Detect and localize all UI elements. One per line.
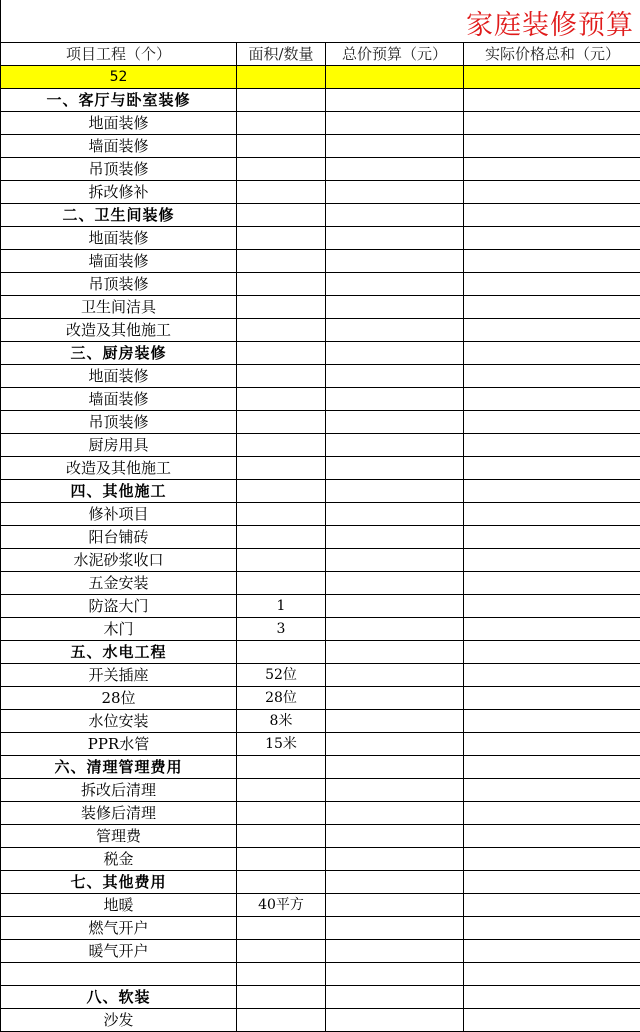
header-budget[interactable]: 总价预算（元） [326, 43, 464, 66]
name-cell[interactable]: 水泥砂浆收口 [1, 549, 237, 572]
quantity-cell[interactable] [237, 756, 326, 779]
quantity-cell[interactable] [237, 112, 326, 135]
item-row [1, 457, 640, 480]
name-cell[interactable]: 八、软装 [1, 986, 237, 1009]
actual-cell[interactable] [464, 503, 640, 526]
actual-cell[interactable] [464, 986, 640, 1009]
actual-cell[interactable] [464, 664, 640, 687]
quantity-cell[interactable] [237, 503, 326, 526]
name-cell[interactable]: 修补项目 [1, 503, 237, 526]
quantity-cell[interactable] [237, 273, 326, 296]
budget-cell[interactable] [326, 549, 464, 572]
sheet-title: 家庭装修预算 [466, 3, 634, 42]
actual-cell[interactable] [464, 388, 640, 411]
budget-cell[interactable] [326, 388, 464, 411]
budget-cell[interactable] [326, 848, 464, 871]
total-row [1, 66, 640, 89]
quantity-cell[interactable] [237, 1009, 326, 1032]
actual-cell[interactable] [464, 687, 640, 710]
actual-cell[interactable] [464, 894, 640, 917]
item-row [1, 940, 640, 963]
quantity-cell[interactable] [237, 802, 326, 825]
actual-cell[interactable] [464, 595, 640, 618]
budget-cell[interactable] [326, 1009, 464, 1032]
quantity-cell[interactable] [237, 411, 326, 434]
item-row [1, 135, 640, 158]
quantity-cell[interactable] [237, 388, 326, 411]
quantity-cell[interactable] [237, 342, 326, 365]
name-cell[interactable]: 吊顶装修 [1, 411, 237, 434]
quantity-cell[interactable]: 8米 [237, 710, 326, 733]
actual-cell[interactable] [464, 802, 640, 825]
item-row [1, 733, 640, 756]
budget-cell[interactable] [326, 526, 464, 549]
quantity-cell[interactable] [237, 319, 326, 342]
quantity-cell[interactable]: 1 [237, 595, 326, 618]
budget-cell[interactable] [326, 641, 464, 664]
name-cell[interactable]: 改造及其他施工 [1, 457, 237, 480]
item-row [1, 319, 640, 342]
budget-cell[interactable] [326, 411, 464, 434]
item-row [1, 572, 640, 595]
name-cell[interactable]: 厨房用具 [1, 434, 237, 457]
name-cell[interactable]: 装修后清理 [1, 802, 237, 825]
name-cell[interactable]: 一、客厅与卧室装修 [1, 89, 237, 112]
actual-cell[interactable] [464, 710, 640, 733]
quantity-cell[interactable] [237, 848, 326, 871]
item-row [1, 411, 640, 434]
actual-cell[interactable] [464, 319, 640, 342]
budget-cell[interactable] [326, 457, 464, 480]
quantity-cell[interactable] [237, 963, 326, 986]
item-row [1, 802, 640, 825]
name-cell[interactable]: 税金 [1, 848, 237, 871]
name-cell[interactable]: 拆改修补 [1, 181, 237, 204]
actual-cell[interactable] [464, 641, 640, 664]
total-actual-cell[interactable] [464, 66, 640, 89]
name-cell[interactable]: 管理费 [1, 825, 237, 848]
actual-cell[interactable] [464, 1009, 640, 1032]
quantity-cell[interactable] [237, 986, 326, 1009]
budget-cell[interactable] [326, 112, 464, 135]
actual-cell[interactable] [464, 779, 640, 802]
actual-cell[interactable] [464, 940, 640, 963]
name-cell[interactable]: 卫生间洁具 [1, 296, 237, 319]
name-cell[interactable]: 地面装修 [1, 227, 237, 250]
actual-cell[interactable] [464, 480, 640, 503]
item-row [1, 273, 640, 296]
name-cell[interactable]: 暖气开户 [1, 940, 237, 963]
quantity-cell[interactable]: 52位 [237, 664, 326, 687]
item-row [1, 549, 640, 572]
name-cell[interactable]: 三、厨房装修 [1, 342, 237, 365]
item-row [1, 526, 640, 549]
item-row [1, 434, 640, 457]
budget-cell[interactable] [326, 227, 464, 250]
name-cell[interactable]: 地面装修 [1, 365, 237, 388]
quantity-cell[interactable] [237, 526, 326, 549]
quantity-cell[interactable] [237, 549, 326, 572]
budget-cell[interactable] [326, 434, 464, 457]
header-row [1, 43, 640, 66]
name-cell[interactable]: 墙面装修 [1, 250, 237, 273]
name-cell[interactable]: 改造及其他施工 [1, 319, 237, 342]
item-row [1, 779, 640, 802]
item-row [1, 296, 640, 319]
name-cell[interactable]: 阳台铺砖 [1, 526, 237, 549]
actual-cell[interactable] [464, 250, 640, 273]
quantity-cell[interactable] [237, 227, 326, 250]
quantity-cell[interactable] [237, 825, 326, 848]
budget-cell[interactable] [326, 756, 464, 779]
item-row [1, 112, 640, 135]
name-cell[interactable]: 五、水电工程 [1, 641, 237, 664]
actual-cell[interactable] [464, 365, 640, 388]
budget-cell[interactable] [326, 940, 464, 963]
item-row [1, 825, 640, 848]
header-actual[interactable]: 实际价格总和（元） [464, 43, 640, 66]
item-row [1, 365, 640, 388]
name-cell[interactable]: 五金安装 [1, 572, 237, 595]
actual-cell[interactable] [464, 549, 640, 572]
quantity-cell[interactable] [237, 296, 326, 319]
budget-cell[interactable] [326, 319, 464, 342]
actual-cell[interactable] [464, 733, 640, 756]
actual-cell[interactable] [464, 204, 640, 227]
quantity-cell[interactable] [237, 158, 326, 181]
item-row [1, 181, 640, 204]
budget-cell[interactable] [326, 687, 464, 710]
name-cell[interactable]: 墙面装修 [1, 388, 237, 411]
budget-cell[interactable] [326, 871, 464, 894]
budget-cell[interactable] [326, 342, 464, 365]
actual-cell[interactable] [464, 526, 640, 549]
item-row [1, 710, 640, 733]
name-cell[interactable]: 28位 [1, 687, 237, 710]
quantity-cell[interactable] [237, 434, 326, 457]
actual-cell[interactable] [464, 342, 640, 365]
actual-cell[interactable] [464, 618, 640, 641]
budget-cell[interactable] [326, 664, 464, 687]
budget-cell[interactable] [326, 802, 464, 825]
name-cell[interactable]: 七、其他费用 [1, 871, 237, 894]
actual-cell[interactable] [464, 917, 640, 940]
quantity-cell[interactable] [237, 480, 326, 503]
budget-cell[interactable] [326, 181, 464, 204]
budget-cell[interactable] [326, 480, 464, 503]
header-project[interactable]: 项目工程（个） [1, 43, 237, 66]
name-cell[interactable]: 二、卫生间装修 [1, 204, 237, 227]
name-cell[interactable]: 燃气开户 [1, 917, 237, 940]
section-row [1, 89, 640, 112]
actual-cell[interactable] [464, 296, 640, 319]
item-row [1, 848, 640, 871]
name-cell[interactable]: 地暖 [1, 894, 237, 917]
header-quantity[interactable]: 面积/数量 [237, 43, 326, 66]
budget-cell[interactable] [326, 296, 464, 319]
quantity-cell[interactable]: 15米 [237, 733, 326, 756]
quantity-cell[interactable] [237, 135, 326, 158]
name-cell[interactable]: PPR水管 [1, 733, 237, 756]
budget-cell[interactable] [326, 917, 464, 940]
item-row [1, 687, 640, 710]
quantity-cell[interactable] [237, 250, 326, 273]
budget-cell[interactable] [326, 503, 464, 526]
item-row [1, 503, 640, 526]
name-cell[interactable] [1, 963, 237, 986]
name-cell[interactable]: 开关插座 [1, 664, 237, 687]
quantity-cell[interactable]: 40平方 [237, 894, 326, 917]
budget-cell[interactable] [326, 365, 464, 388]
item-row [1, 894, 640, 917]
quantity-cell[interactable] [237, 457, 326, 480]
budget-cell[interactable] [326, 204, 464, 227]
budget-cell[interactable] [326, 250, 464, 273]
name-cell[interactable]: 地面装修 [1, 112, 237, 135]
actual-cell[interactable] [464, 825, 640, 848]
name-cell[interactable]: 四、其他施工 [1, 480, 237, 503]
actual-cell[interactable] [464, 89, 640, 112]
quantity-cell[interactable] [237, 871, 326, 894]
quantity-cell[interactable] [237, 204, 326, 227]
total-quantity-cell[interactable] [237, 66, 326, 89]
actual-cell[interactable] [464, 848, 640, 871]
item-row [1, 963, 640, 986]
actual-cell[interactable] [464, 411, 640, 434]
actual-cell[interactable] [464, 181, 640, 204]
section-row [1, 756, 640, 779]
name-cell[interactable]: 六、清理管理费用 [1, 756, 237, 779]
item-row [1, 1009, 640, 1032]
actual-cell[interactable] [464, 871, 640, 894]
section-row [1, 986, 640, 1009]
item-row [1, 595, 640, 618]
item-row [1, 250, 640, 273]
budget-cell[interactable] [326, 733, 464, 756]
budget-cell[interactable] [326, 618, 464, 641]
quantity-cell[interactable] [237, 641, 326, 664]
actual-cell[interactable] [464, 112, 640, 135]
name-cell[interactable]: 沙发 [1, 1009, 237, 1032]
name-cell[interactable]: 拆改后清理 [1, 779, 237, 802]
name-cell[interactable]: 墙面装修 [1, 135, 237, 158]
name-cell[interactable]: 木门 [1, 618, 237, 641]
quantity-cell[interactable] [237, 181, 326, 204]
name-cell[interactable]: 吊顶装修 [1, 158, 237, 181]
title-row [0, 0, 640, 42]
budget-cell[interactable] [326, 825, 464, 848]
budget-table [0, 42, 640, 1032]
actual-cell[interactable] [464, 273, 640, 296]
budget-cell[interactable] [326, 779, 464, 802]
budget-cell[interactable] [326, 894, 464, 917]
budget-cell[interactable] [326, 572, 464, 595]
quantity-cell[interactable] [237, 572, 326, 595]
budget-cell[interactable] [326, 595, 464, 618]
name-cell[interactable]: 水位安装 [1, 710, 237, 733]
total-budget-cell[interactable] [326, 66, 464, 89]
actual-cell[interactable] [464, 227, 640, 250]
item-row [1, 227, 640, 250]
budget-cell[interactable] [326, 963, 464, 986]
actual-cell[interactable] [464, 457, 640, 480]
quantity-cell[interactable] [237, 940, 326, 963]
quantity-cell[interactable] [237, 89, 326, 112]
item-row [1, 917, 640, 940]
quantity-cell[interactable] [237, 365, 326, 388]
quantity-cell[interactable] [237, 917, 326, 940]
actual-cell[interactable] [464, 756, 640, 779]
actual-cell[interactable] [464, 434, 640, 457]
actual-cell[interactable] [464, 963, 640, 986]
budget-cell[interactable] [326, 273, 464, 296]
section-row [1, 342, 640, 365]
budget-cell[interactable] [326, 158, 464, 181]
section-row [1, 204, 640, 227]
budget-cell[interactable] [326, 986, 464, 1009]
section-row [1, 480, 640, 503]
item-row [1, 618, 640, 641]
budget-cell[interactable] [326, 710, 464, 733]
quantity-cell[interactable] [237, 779, 326, 802]
item-row [1, 664, 640, 687]
section-row [1, 641, 640, 664]
budget-cell[interactable] [326, 89, 464, 112]
name-cell[interactable]: 吊顶装修 [1, 273, 237, 296]
actual-cell[interactable] [464, 158, 640, 181]
actual-cell[interactable] [464, 572, 640, 595]
budget-cell[interactable] [326, 135, 464, 158]
name-cell[interactable]: 防盗大门 [1, 595, 237, 618]
item-row [1, 158, 640, 181]
item-row [1, 388, 640, 411]
quantity-cell[interactable]: 28位 [237, 687, 326, 710]
actual-cell[interactable] [464, 135, 640, 158]
section-row [1, 871, 640, 894]
quantity-cell[interactable]: 3 [237, 618, 326, 641]
total-count-cell[interactable]: 52 [1, 66, 237, 89]
